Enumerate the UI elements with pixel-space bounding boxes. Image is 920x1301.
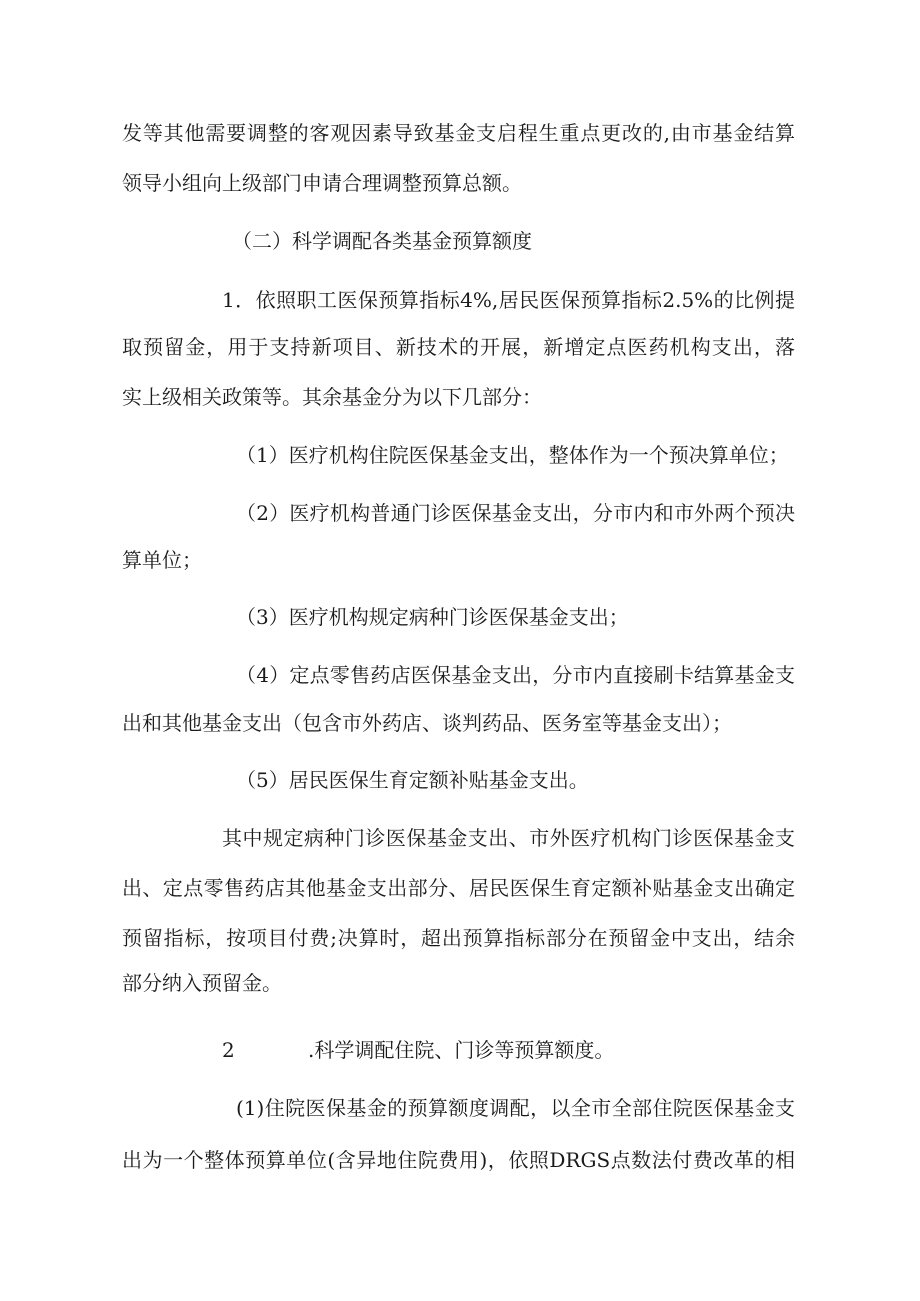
list-item: （3）医疗机构规定病种门诊医保基金支出； <box>236 605 629 629</box>
paragraph-line: 出、定点零售药店其他基金支出部分、居民医保生育定额补贴基金支出确定 <box>122 876 795 900</box>
paragraph-line: 取预留金，用于支持新项目、新技术的开展，新增定点医药机构支出，落 <box>122 335 795 359</box>
list-item: 出和其他基金支出（包含市外药店、谈判药品、医务室等基金支出）； <box>122 711 732 735</box>
list-item: 算单位； <box>122 548 202 572</box>
item-number: 2 <box>222 1038 235 1062</box>
paragraph-line: 预留指标，按项目付费;决算时，超出预算指标部分在预留金中支出，结余 <box>122 926 795 950</box>
list-item: （5）居民医保生育定额补贴基金支出。 <box>236 768 589 792</box>
list-item: （2）医疗机构普通门诊医保基金支出，分市内和市外两个预决 <box>236 501 795 525</box>
paragraph-line: 1．依照职工医保预算指标4%,居民医保预算指标2.5%的比例提 <box>222 288 795 312</box>
paragraph-line: 出为一个整体预算单位(含异地住院费用)，依照DRGS点数法付费改革的相 <box>122 1148 795 1172</box>
section-heading: .科学调配住院、门诊等预算额度。 <box>308 1038 615 1062</box>
paragraph-line: 部分纳入预留金。 <box>122 971 282 995</box>
paragraph-line: (1)住院医保基金的预算额度调配，以全市全部住院医保基金支 <box>236 1096 795 1120</box>
paragraph-line: 实上级相关政策等。其余基金分为以下几部分： <box>122 385 542 409</box>
list-item: （1）医疗机构住院医保基金支出，整体作为一个预决算单位； <box>236 443 789 467</box>
section-heading: （二）科学调配各类基金预算额度 <box>232 229 532 253</box>
paragraph-line: 发等其他需要调整的客观因素导致基金支启程生重点更改的,由市基金结算 <box>122 121 795 145</box>
list-item: （4）定点零售药店医保基金支出，分市内直接刷卡结算基金支 <box>236 663 795 687</box>
paragraph-line: 其中规定病种门诊医保基金支出、市外医疗机构门诊医保基金支 <box>222 826 795 850</box>
paragraph-line: 领导小组向上级部门申请合理调整预算总额。 <box>122 171 522 195</box>
